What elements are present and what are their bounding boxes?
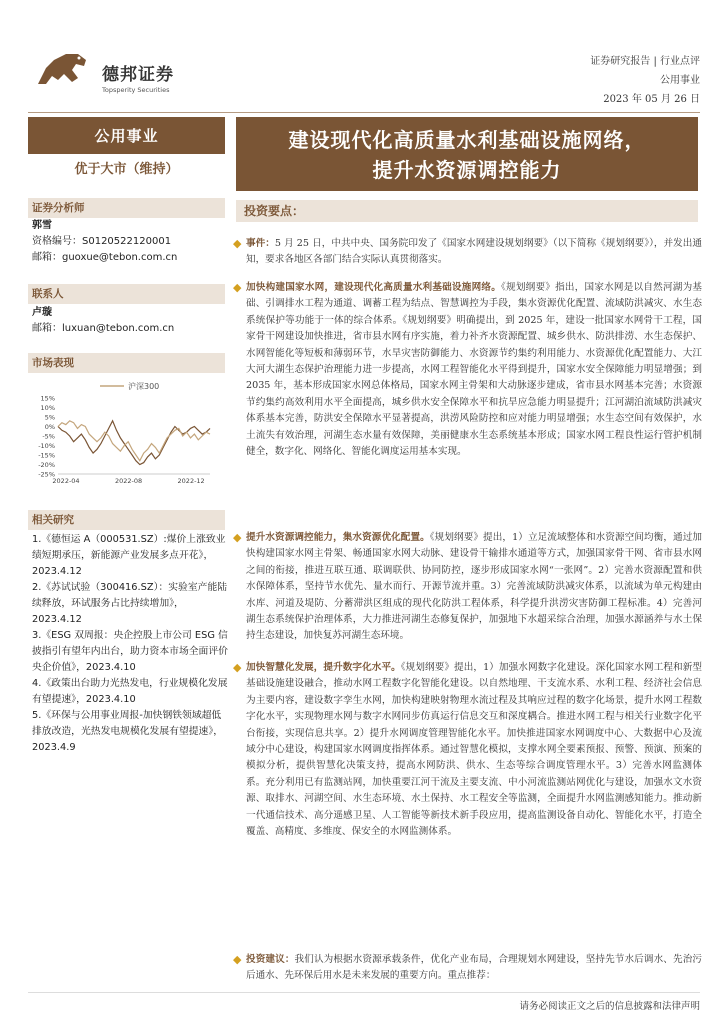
market-performance-chart <box>28 376 218 486</box>
y-tick-label: 5% <box>44 413 55 422</box>
contact-block <box>32 305 174 337</box>
brand-name-en: Topsperity Securities <box>102 86 170 94</box>
brand-name-cn: 德邦证券 <box>102 65 174 85</box>
research-item[interactable]: 5.《环保与公用事业周报-加快钢铁领域超低排放改造，光热发电规模化发展有望提速》，2023.4.9 <box>32 710 224 753</box>
para-text: 《规划纲要》提出，1）加强水网数字化建设。深化国家水网工程和新型基础设施建设融合，推动水网工程数字化智能化建设。以自然地理、干支流水系、水利工程、经济社会信息为主要内容，建设数字孪生水网，加快构建映射物理水流过程及其响应过程的数字化场景，提升水网工程数字化水平，实现物理水网与数字水网同步仿真运行信息交互和深度耦合。推进水网工程与相关行业数字化平台衔接，实现信息共享。2）提升水网调度管理智能化水平。加快推进国家水网调度中心、大数据中心及流域分中心建设，构建国家水网调度指挥体系。通过智慧化模拟，支撑水网全要素预报、预警、预演、预案的模拟分析，提供智慧化决策支持，提高水网防洪、供水、生态等综合调度管理水平。3）完善水网监测体系。充分利用已有监测站网，加快重要江河干流及主要支流、中小河流监测站网优化与建设，加强水文水资源、取排水、河湖空间、水生态环境、水土保持、水工程安全等监测，全面提升水网监测感知能力。推动新一代通信技术、高分遥感卫星、人工智能等新技术新手段应用，提高监测设备自动化、智能化水平，打造全覆盖、高精度、多维度、保安全的水网监测体系。 <box>246 662 703 838</box>
research-item[interactable]: 4.《政策出台助力光热发电，行业规模化发展有望提速》，2023.4.10 <box>32 678 228 705</box>
para-lead: 事件： <box>246 238 275 249</box>
sector-title: 公用事业 <box>28 117 225 154</box>
research-heading: 相关研究 <box>28 510 225 530</box>
tebon-logo <box>32 46 94 90</box>
analyst-heading: 证券分析师 <box>28 198 225 218</box>
footer-divider <box>28 992 700 993</box>
para-lead: 投资建议： <box>246 954 295 965</box>
x-tick-label: 2022-04 <box>52 477 80 485</box>
y-tick-label: 0% <box>44 423 55 431</box>
analyst-email[interactable]: 邮箱：guoxue@tebon.com.cn <box>32 252 178 263</box>
y-tick-label: 10% <box>40 404 55 412</box>
contact-heading: 联系人 <box>28 284 225 304</box>
para-text: 《规划纲要》提出，1）立足流域整体和水资源空间均衡，通过加快构建国家水网主骨架、畅通国家水网大动脉、建设骨干输排水通道等方式，加强国家骨干网、省市县水网之间的衔接，推进互联互通、联调联供、协同防控，逐步形成国家水网“一张网”。2）完善水资源配置和供水保障体系，坚持节水优先、量水而行、开源节流并重。3）完善流域防洪减灾体系，以流域为单元构建由水库、河道及堤防、分蓄滞洪区组成的现代化防洪工程体系，科学提升洪涝灾害防御工程标准。4）完善河湖生态系统保护治理体系，大力推进河湖生态修复保护，加强地下水超采综合治理，加强水源涵养与水土保持生态建设，加快复苏河湖生态环境。 <box>246 532 702 642</box>
research-item[interactable]: 3.《ESG 双周报：央企控股上市公司 ESG 信披指引有望年内出台，助力资本市场全面评价央企价值》，2023.4.10 <box>32 630 228 673</box>
contact-email[interactable]: 邮箱：luxuan@tebon.com.cn <box>32 323 175 334</box>
report-title <box>236 117 698 191</box>
report-type: 证券研究报告 | 行业点评 <box>590 56 700 67</box>
footer-disclaimer: 请务必阅读正文之后的信息披露和法律声明 <box>519 1001 700 1012</box>
series-line-sector <box>58 421 210 465</box>
x-tick-label: 2022-12 <box>177 477 205 485</box>
bullet-icon: ◆ <box>233 953 242 966</box>
research-item[interactable]: 2.《苏试试验（300416.SZ）：实验室产能陆续释放，环试服务占比持续增加》，2023.4.12 <box>32 582 228 625</box>
y-tick-label: -20% <box>38 461 55 469</box>
para-lead: 提升水资源调控能力，集水资源优化配置。 <box>246 532 430 543</box>
analyst-block <box>32 218 177 266</box>
x-tick-label: 2022-08 <box>114 477 143 485</box>
legend-label: 沪深300 <box>128 382 160 391</box>
y-tick-label: -15% <box>38 451 55 460</box>
title-line-1: 建设现代化高质量水利基础设施网络， <box>288 128 646 152</box>
header-sector: 公用事业 <box>660 75 700 86</box>
analyst-cert: 资格编号：S0120522120001 <box>32 236 172 247</box>
bullet-icon: ◆ <box>233 661 242 674</box>
header-divider <box>28 112 700 113</box>
para-text: 我们认为根据水资源承载条件，优化产业布局，合理规划水网建设，坚持先节水后调水、先治污后通水、先环保后用水是未来发展的重要方向。重点推荐： <box>246 954 703 982</box>
series-line-hs300 <box>58 421 210 461</box>
y-tick-label: 15% <box>40 394 55 403</box>
para-lead: 加快智慧化发展，提升数字化水平。 <box>246 662 401 673</box>
bullet-icon: ◆ <box>233 531 242 544</box>
research-list <box>32 532 228 756</box>
rating: 优于大市（维持） <box>74 162 179 177</box>
research-item[interactable]: 1.《德恒运 A（000531.SZ）:煤价上涨致业绩短期承压，新能源产业发展多点开花》，2023.4.12 <box>32 534 226 577</box>
bullet-icon: ◆ <box>233 281 242 294</box>
y-tick-label: -25% <box>38 470 55 479</box>
bullet-icon: ◆ <box>233 237 242 250</box>
paragraph-resource-control <box>233 530 702 645</box>
brand <box>102 60 174 94</box>
market-heading: 市场表现 <box>28 353 225 373</box>
paragraph-event <box>233 236 703 269</box>
para-text: 5 月 25 日，中共中央、国务院印发了《国家水网建设规划纲要》（以下简称《规划纲要》），并发出通知，要求各地区各部门结合实际认真贯彻落实。 <box>246 238 703 266</box>
report-date: 2023 年 05 月 26 日 <box>603 94 700 105</box>
investment-highlights-heading: 投资要点： <box>236 200 698 222</box>
y-tick-label: -5% <box>42 432 55 441</box>
paragraph-smart-dev <box>233 660 703 840</box>
contact-name: 卢璇 <box>32 307 52 318</box>
y-tick-label: -10% <box>38 442 55 450</box>
analyst-name: 郭雪 <box>32 220 52 231</box>
paragraph-water-network <box>233 280 702 460</box>
title-line-2: 提升水资源调控能力 <box>372 158 562 182</box>
para-lead: 加快构建国家水网，建设现代化高质量水利基础设施网络。 <box>246 282 502 293</box>
header-meta <box>590 52 700 109</box>
para-text: 《规划纲要》指出，国家水网是以自然河湖为基础、引调排水工程为通道、调蓄工程为结点、智慧调控为手段，集水资源优化配置、流域防洪减灾、水生态系统保护等功能于一体的综合体系。《规划纲要》明确提出，到 2025 年，建设一批国家水网骨干工程，国家骨干网建设加快推进，省市县水网有序实施，着力补齐水资源配置、城乡供水、防洪排涝、水生态保护、水网智能化等短板和薄弱环节，水旱灾害防御能力、水资源节约集约利用能力、水资源优化配置能力、大江大河大湖生态保护治理能力进一步提高，水网工程智能化水平得到提升，国家水安全保障能力明显增强；到 2035 年，基本形成国家水网总体格局，国家水网主骨架和大动脉逐步建成，省市县水网基本完善；水资源节约集约高效利用水平全面提高，城乡供水安全保障水平和抗旱应急能力明显提升；江河湖泊流域防洪减灾体系基本完善，防洪安全保障水平显著提高，洪涝风险防控和应对能力明显增强；水生态空间有效保护，水土流失有效治理，河湖生态水量有效保障，美丽健康水生态系统基本形成；国家水网工程良性运行管护机制健全，数字化、网络化、智能化调度运用基本实现。 <box>246 282 702 458</box>
paragraph-investment-advice <box>233 952 703 985</box>
